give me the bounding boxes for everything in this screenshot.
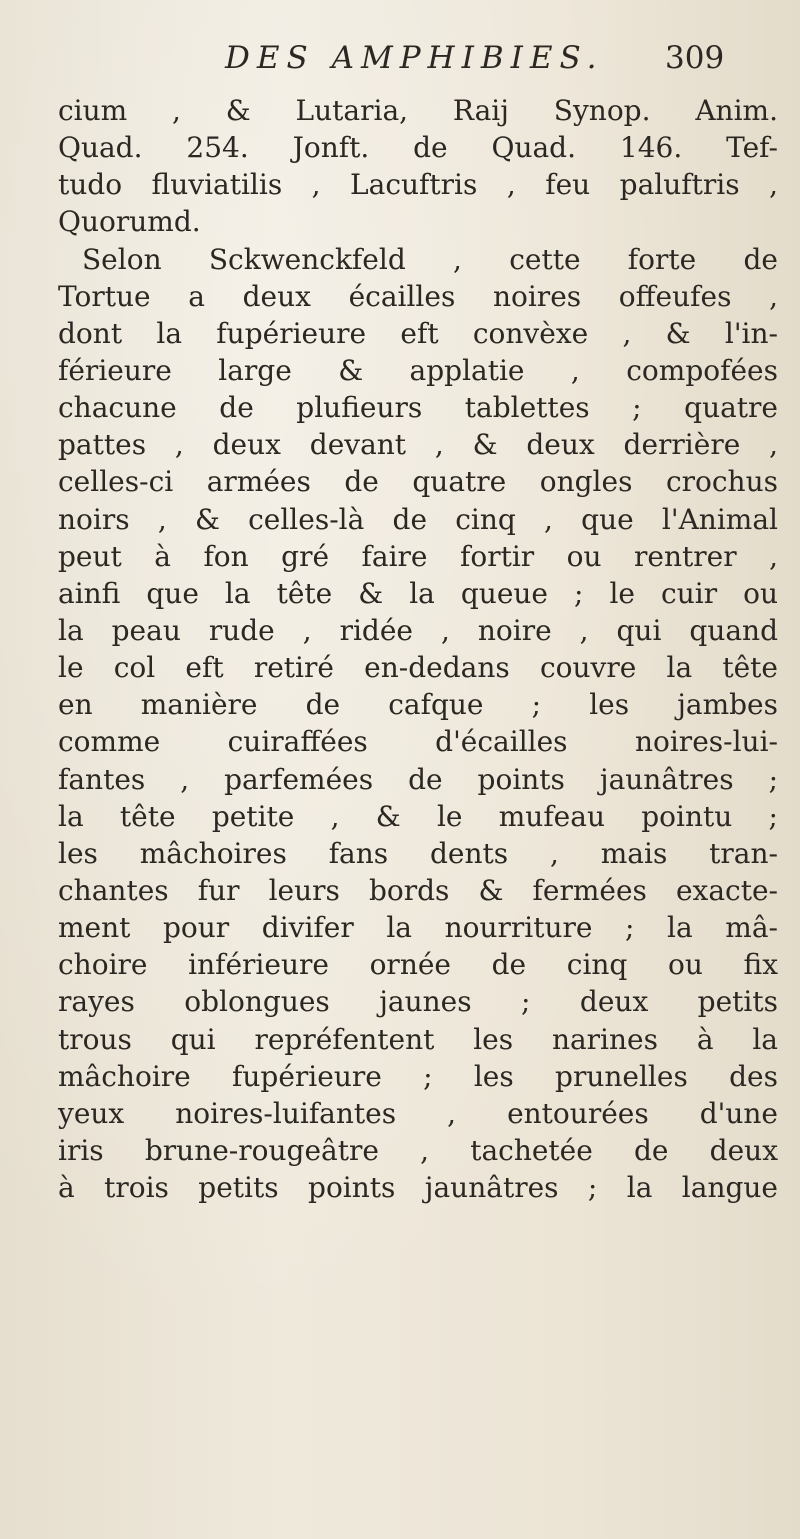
text-line: dont la fupérieure eft convèxe , & l'in- [58,316,778,350]
text-line: mâchoire fupérieure ; les prunelles des [58,1059,778,1093]
text-line: Quad. 254. Jonft. de Quad. 146. Tef- [58,131,778,165]
text-line: peut à fon gré faire fortir ou rentrer , [58,539,778,573]
text-line: trous qui repréfentent les narines à la [58,1022,778,1056]
text-line: iris brune-rougeâtre , tachetée de deux [58,1133,778,1167]
text-line: férieure large & applatie , compofées [58,353,778,387]
text-line: en manière de cafque ; les jambes [58,688,778,722]
text-line: tudo fluviatilis , Lacuftris , feu paluftris , [58,168,778,202]
text-line: Quorumd. [58,205,201,239]
text-line: pattes , deux devant , & deux derrière , [58,428,778,462]
body-text [58,92,778,1206]
text-line: fantes , parfemées de points jaunâtres ; [58,762,778,796]
text-line: la peau rude , ridée , noire , qui quand [58,613,778,647]
text-line: ainfi que la tête & la queue ; le cuir ou [58,576,778,610]
text-line: chantes fur leurs bords & fermées exacte- [58,873,778,907]
text-line: choire inférieure ornée de cinq ou fix [58,948,778,982]
text-line: à trois petits points jaunâtres ; la langue [58,1171,778,1205]
running-head: DES AMPHIBIES. [225,40,604,76]
text-line: yeux noires-luifantes , entourées d'une [58,1096,778,1130]
text-line: les mâchoires fans dents , mais tran- [58,836,778,870]
text-line: Tortue a deux écailles noires offeufes , [58,279,778,313]
text-line: le col eft retiré en-dedans couvre la tête [58,651,778,685]
text-line: rayes oblongues jaunes ; deux petits [58,985,778,1019]
text-line: noirs , & celles-là de cinq , que l'Animal [58,502,778,536]
page-number: 309 [665,40,725,76]
page-header [0,40,800,90]
text-line: cium , & Lutaria, Raij Synop. Anim. [58,94,778,127]
paragraph-start-line: Selon Sckwenckfeld , cette forte de [82,242,778,276]
text-line: celles-ci armées de quatre ongles crochus [58,465,778,499]
text-line: comme cuiraffées d'écailles noires-lui- [58,725,778,759]
text-line: la tête petite , & le mufeau pointu ; [58,799,778,833]
text-line: chacune de plufieurs tablettes ; quatre [58,391,778,425]
text-line: ment pour divifer la nourriture ; la mâ- [58,911,778,945]
